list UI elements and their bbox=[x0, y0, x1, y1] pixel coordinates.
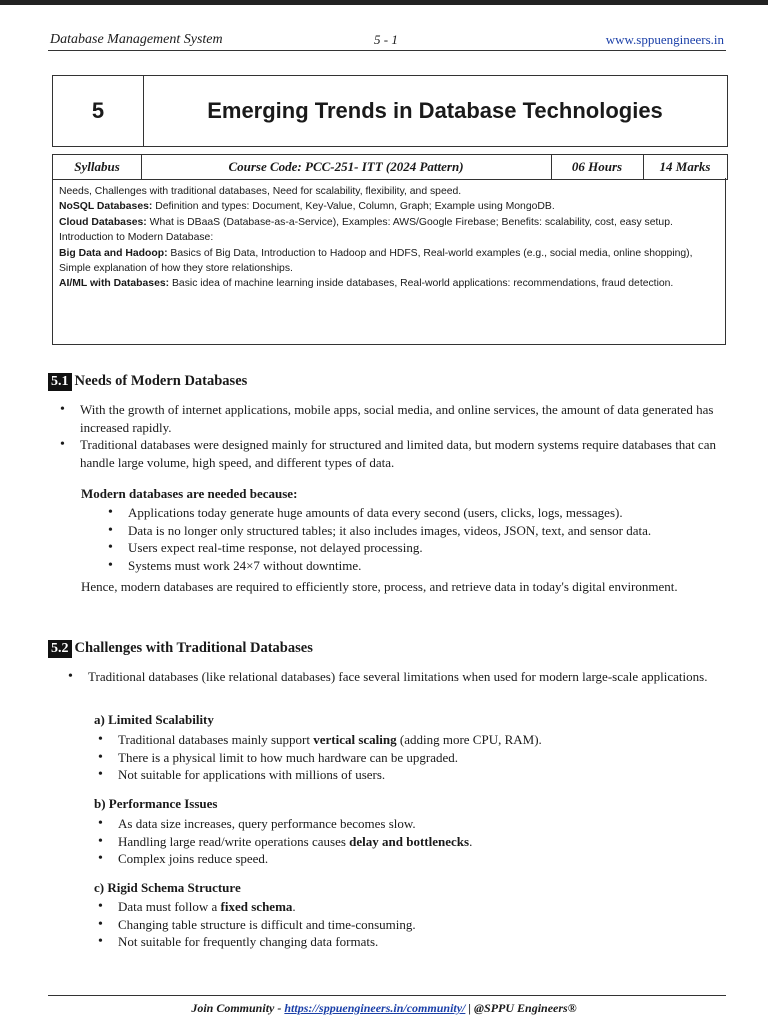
syllabus-line: Introduction to Modern Database: bbox=[59, 232, 214, 244]
chapter-title-box bbox=[52, 75, 728, 147]
section-number-badge: 5.2 bbox=[48, 640, 72, 658]
syllabus-line: Cloud Databases: What is DBaaS (Database-as-a-Service), Examples: AWS/Google Firebase; Benefits: scalability, cost, easy setup. bbox=[59, 216, 673, 228]
section-5-1-conclusion: Hence, modern databases are required to efficiently store, process, and retrieve data in today's digital environment. bbox=[81, 579, 678, 594]
footer-suffix: | @SPPU Engineers® bbox=[465, 1001, 577, 1015]
list-item: • Data is no longer only structured tables; it also includes images, videos, JSON, text, and sensor data. bbox=[102, 522, 727, 540]
list-b bbox=[92, 815, 722, 868]
page-top-edge bbox=[0, 0, 768, 5]
section-5-1-bullets bbox=[54, 401, 719, 471]
page-header bbox=[48, 30, 726, 51]
section-heading-5-1 bbox=[48, 373, 247, 391]
section-5-2-intro bbox=[62, 668, 722, 686]
subheading-c: c) Rigid Schema Structure bbox=[94, 880, 241, 895]
list-item: • Complex joins reduce speed. bbox=[92, 850, 722, 868]
list-item: • Traditional databases mainly support vertical scaling (adding more CPU, RAM). bbox=[92, 731, 722, 749]
list-item: • Not suitable for applications with millions of users. bbox=[92, 766, 722, 784]
list-item: • With the growth of internet applications, mobile apps, social media, and online services, the amount of data generated has increased rapidly. bbox=[54, 401, 719, 436]
chapter-title: Emerging Trends in Database Technologies bbox=[207, 98, 663, 123]
list-item: • There is a physical limit to how much hardware can be upgraded. bbox=[92, 749, 722, 767]
list-item: • Traditional databases (like relational databases) face several limitations when used for modern large-scale applications. bbox=[62, 668, 722, 686]
list-item: • Changing table structure is difficult and time-consuming. bbox=[92, 916, 722, 934]
syllabus-line: NoSQL Databases: Definition and types: Document, Key-Value, Column, Graph; Example using MongoDB. bbox=[59, 201, 555, 213]
syllabus-content bbox=[52, 178, 726, 345]
list-item: • Systems must work 24×7 without downtime. bbox=[102, 557, 727, 575]
page-number: 5 - 1 bbox=[374, 32, 398, 47]
section-title: Challenges with Traditional Databases bbox=[74, 640, 313, 656]
list-item: • Not suitable for frequently changing data formats. bbox=[92, 933, 722, 951]
list-item: • Users expect real-time response, not delayed processing. bbox=[102, 539, 727, 557]
subheading-a: a) Limited Scalability bbox=[94, 712, 214, 727]
list-a bbox=[92, 731, 722, 784]
chapter-number: 5 bbox=[53, 76, 144, 146]
subheading-modern-needs: Modern databases are needed because: bbox=[81, 486, 298, 501]
community-link[interactable]: https://sppuengineers.in/community/ bbox=[284, 1001, 466, 1015]
list-item: • Data must follow a fixed schema. bbox=[92, 898, 722, 916]
subject-title: Database Management System bbox=[50, 32, 223, 47]
section-number-badge: 5.1 bbox=[48, 373, 72, 391]
syllabus-line: AI/ML with Databases: Basic idea of machine learning inside databases, Real-world applications: recommendations, fraud detection. bbox=[59, 278, 674, 290]
syllabus-marks: 14 Marks bbox=[659, 159, 711, 174]
syllabus-label: Syllabus bbox=[53, 155, 142, 179]
footer-prefix: Join Community - bbox=[191, 1001, 285, 1015]
section-heading-5-2 bbox=[48, 640, 313, 658]
subheading-b: b) Performance Issues bbox=[94, 796, 218, 811]
footer-divider bbox=[48, 995, 726, 996]
list-item: • Traditional databases were designed mainly for structured and limited data, but modern systems require databases that can handle large volume, high speed, and different types of data. bbox=[54, 436, 719, 471]
course-code: Course Code: PCC-251- ITT (2024 Pattern) bbox=[141, 155, 552, 179]
website-link[interactable]: www.sppuengineers.in bbox=[605, 32, 724, 47]
reasons-list bbox=[102, 504, 727, 574]
list-c bbox=[92, 898, 722, 951]
syllabus-header-row bbox=[52, 154, 728, 180]
syllabus-line: Big Data and Hadoop: Basics of Big Data, Introduction to Hadoop and HDFS, Real-world examples (e.g., social media, online shopping), Simple explanation of how they store relationships. bbox=[59, 247, 693, 275]
syllabus-line: Needs, Challenges with traditional databases, Need for scalability, flexibility, and speed. bbox=[59, 186, 462, 197]
section-title: Needs of Modern Databases bbox=[74, 373, 248, 389]
list-item: • Handling large read/write operations causes delay and bottlenecks. bbox=[92, 833, 722, 851]
page-footer bbox=[0, 1001, 768, 1016]
syllabus-hours: 06 Hours bbox=[551, 155, 644, 179]
list-item: • Applications today generate huge amounts of data every second (users, clicks, logs, messages). bbox=[102, 504, 727, 522]
list-item: • As data size increases, query performance becomes slow. bbox=[92, 815, 722, 833]
